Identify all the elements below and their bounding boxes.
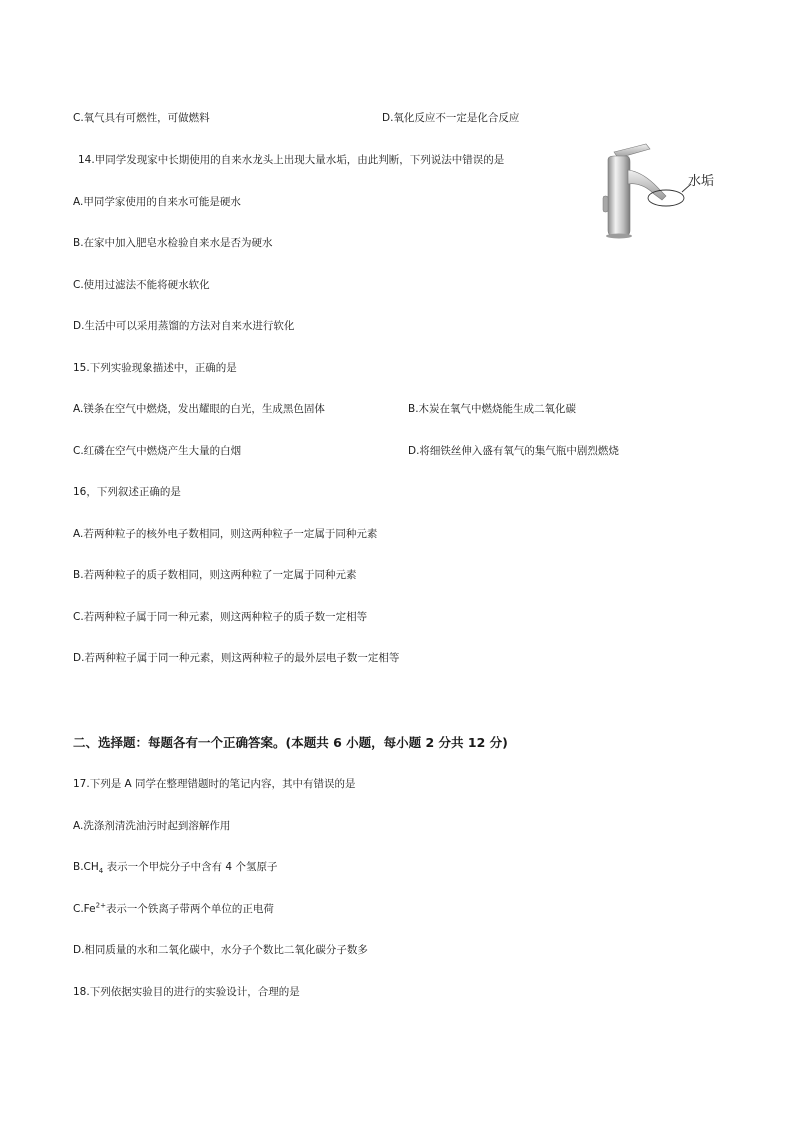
q17-option-c-prefix: C.Fe	[73, 903, 96, 915]
q14-stem: 14.甲同学发现家中长期使用的自来水龙头上出现大量水垢，由此判断，下列说法中错误的是	[78, 154, 505, 166]
q17-stem: 17.下列是 A 同学在整理错题时的笔记内容，其中有错误的是	[73, 778, 356, 790]
q17-option-c-rest: 表示一个铁离子带两个单位的正电荷	[105, 903, 274, 915]
q15-option-a: A.镁条在空气中燃烧，发出耀眼的白光，生成黑色固体	[73, 403, 325, 415]
q13-option-c: C.氧气具有可燃性，可做燃料	[73, 112, 210, 124]
q17-option-b-subscript: 4	[98, 867, 104, 876]
q18-stem: 18.下列依据实验目的进行的实验设计，合理的是	[73, 986, 300, 998]
scale-label: 水垢	[688, 174, 715, 189]
q16-option-a: A.若两种粒子的核外电子数相同，则这两种粒子一定属于同种元素	[73, 528, 378, 540]
q16-option-d: D.若两种粒子属于同一种元素，则这两种粒子的最外层电子数一定相等	[73, 652, 400, 664]
section-heading: 二、选择题：每题各有一个正确答案。(本题共 6 小题，每小题 2 分共 12 分)	[73, 735, 508, 750]
q17-option-a: A.洗涤剂清洗油污时起到溶解作用	[73, 820, 231, 832]
q14-option-d: D.生活中可以采用蒸馏的方法对自来水进行软化	[73, 320, 295, 332]
q14-option-a: A.甲同学家使用的自来水可能是硬水	[73, 196, 241, 208]
q17-option-c-superscript: 2+	[95, 901, 106, 910]
q16-option-b: B.若两种粒子的质子数相同，则这两种粒了一定属于同种元素	[73, 569, 357, 581]
q13-option-d: D.氧化反应不一定是化合反应	[382, 112, 520, 124]
q16-stem: 16，下列叙述正确的是	[73, 486, 181, 498]
q15-option-c: C.红磷在空气中燃烧产生大量的白烟	[73, 445, 242, 457]
scale-highlight-circle	[648, 190, 684, 206]
faucet-illustration	[598, 140, 718, 240]
q17-option-d: D.相同质量的水和二氧化碳中，水分子个数比二氧化碳分子数多	[73, 944, 368, 956]
q17-option-b	[73, 859, 277, 875]
q14-option-b: B.在家中加入肥皂水检验自来水是否为硬水	[73, 237, 273, 249]
faucet-figure	[598, 140, 718, 240]
q14-option-c: C.使用过滤法不能将硬水软化	[73, 279, 210, 291]
q17-option-b-rest: 表示一个甲烷分子中含有 4 个氢原子	[103, 861, 278, 873]
q16-option-c: C.若两种粒子属于同一种元素，则这两种粒子的质子数一定相等	[73, 611, 368, 623]
q17-option-c	[73, 901, 274, 916]
q17-option-b-prefix: B.CH	[73, 861, 99, 873]
q15-option-d: D.将细铁丝伸入盛有氧气的集气瓶中剧烈燃烧	[408, 445, 619, 457]
q15-option-b: B.木炭在氧气中燃烧能生成二氧化碳	[408, 403, 577, 415]
q15-stem: 15.下列实验现象描述中，正确的是	[73, 362, 237, 374]
